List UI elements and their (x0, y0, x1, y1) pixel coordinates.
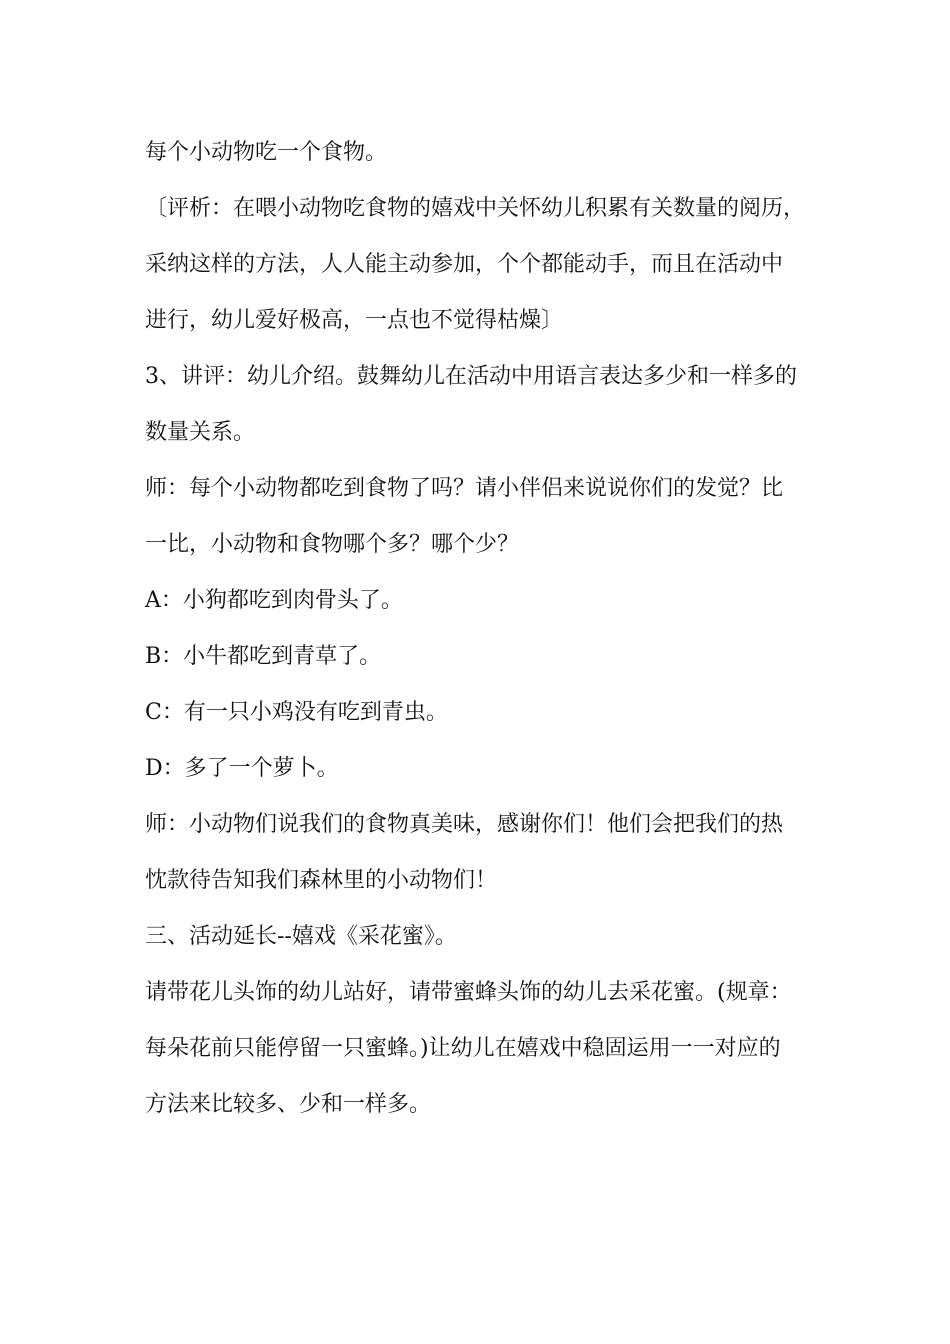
text-line: 每朵花前只能停留一只蜜蜂。)让幼儿在嬉戏中稳固运用一一对应的 (145, 1036, 781, 1061)
text-line: 每个小动物吃一个食物。 (145, 140, 388, 165)
text-line: 请带花儿头饰的幼儿站好，请带蜜蜂头饰的幼儿去采花蜜。(规章： (145, 980, 792, 1005)
text-line: C：有一只小鸡没有吃到青虫。 (145, 700, 448, 725)
text-line: 忱款待告知我们森林里的小动物们！ (145, 868, 498, 893)
text-line: 进行，幼儿爱好极高，一点也不觉得枯燥〕 (145, 308, 564, 333)
text-line: B：小牛都吃到青草了。 (145, 644, 382, 669)
text-line: 师：每个小动物都吃到食物了吗？请小伴侣来说说你们的发觉？比 (145, 476, 784, 501)
text-line: 3、讲评：幼儿介绍。鼓舞幼儿在活动中用语言表达多少和一样多的 (145, 364, 797, 389)
text-line: 〔评析：在喂小动物吃食物的嬉戏中关怀幼儿积累有关数量的阅历， (145, 196, 806, 221)
document-body (145, 135, 845, 1143)
text-line: D：多了一个萝卜。 (145, 756, 339, 781)
text-line: 三、活动延长--嬉戏《采花蜜》。 (145, 924, 457, 949)
text-line: 一比，小动物和食物哪个多？哪个少？ (145, 532, 520, 557)
text-line: 数量关系。 (145, 420, 256, 445)
text-line: 采纳这样的方法，人人能主动参加，个个都能动手，而且在活动中 (145, 252, 784, 277)
text-line: 方法来比较多、少和一样多。 (145, 1092, 432, 1117)
text-line: A：小狗都吃到肉骨头了。 (145, 588, 403, 613)
text-line: 师：小动物们说我们的食物真美味，感谢你们！他们会把我们的热 (145, 812, 784, 837)
